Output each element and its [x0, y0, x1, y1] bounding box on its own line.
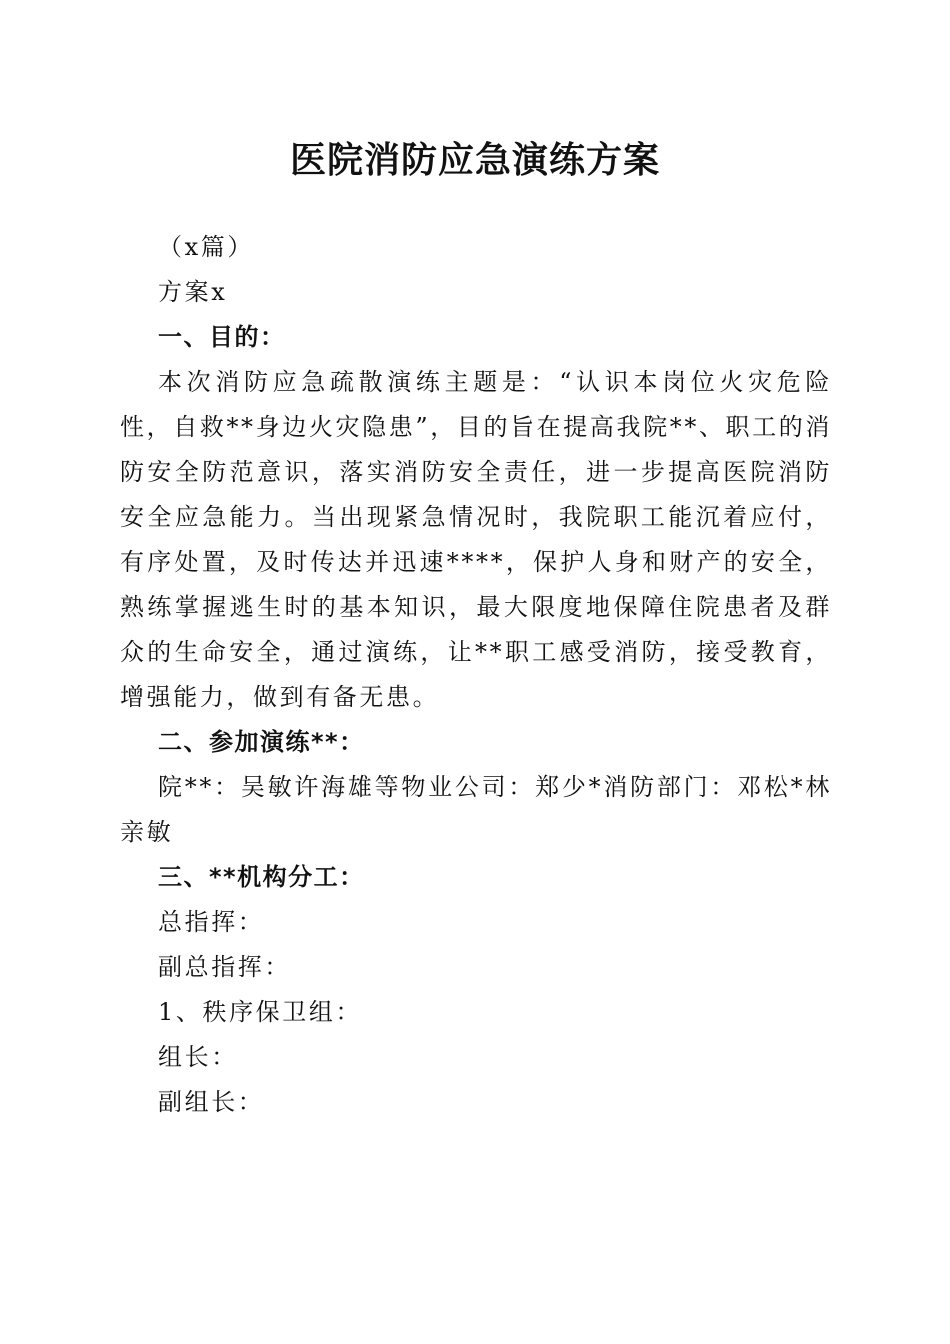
section-heading-purpose: 一、目的： — [158, 323, 286, 351]
paragraph-commander: 总指挥： — [158, 908, 265, 936]
document-title: 医院消防应急演练方案 — [289, 139, 660, 181]
document-body — [120, 225, 832, 1125]
paragraph-purpose: 本次消防应急疏散演练主题是：“认识本岗位火灾危险性，自救**身边火灾隐患”，目的旨在提高我院**、职工的消防安全防范意识，落实消防安全责任，进一步提高医院消防安全应急能力。当出现紧急情况时，我院职工能沉着应付，有序处置，及时传达并迅速****，保护人身和财产的安全，熟练掌握逃生时的基本知识，最大限度地保障住院患者及群众的生命安全，通过演练，让**职工感受消防，接受教育，增强能力，做到有备无患。 — [120, 368, 832, 711]
paragraph-deputy-group-leader: 副组长： — [158, 1088, 265, 1116]
section-heading-participants: 二、参加演练**： — [158, 728, 365, 756]
paragraph-security-group: 1、秩序保卫组： — [158, 998, 363, 1026]
paragraph-plan-label: 方案x — [158, 278, 228, 306]
paragraph-edition: （x篇） — [158, 233, 254, 261]
paragraph-deputy-commander: 副总指挥： — [158, 953, 291, 981]
paragraph-participants: 院**：吴敏许海雄等物业公司：郑少*消防部门：邓松*林亲敏 — [120, 773, 832, 846]
paragraph-group-leader: 组长： — [158, 1043, 238, 1071]
section-heading-organization: 三、**机构分工： — [158, 863, 365, 891]
